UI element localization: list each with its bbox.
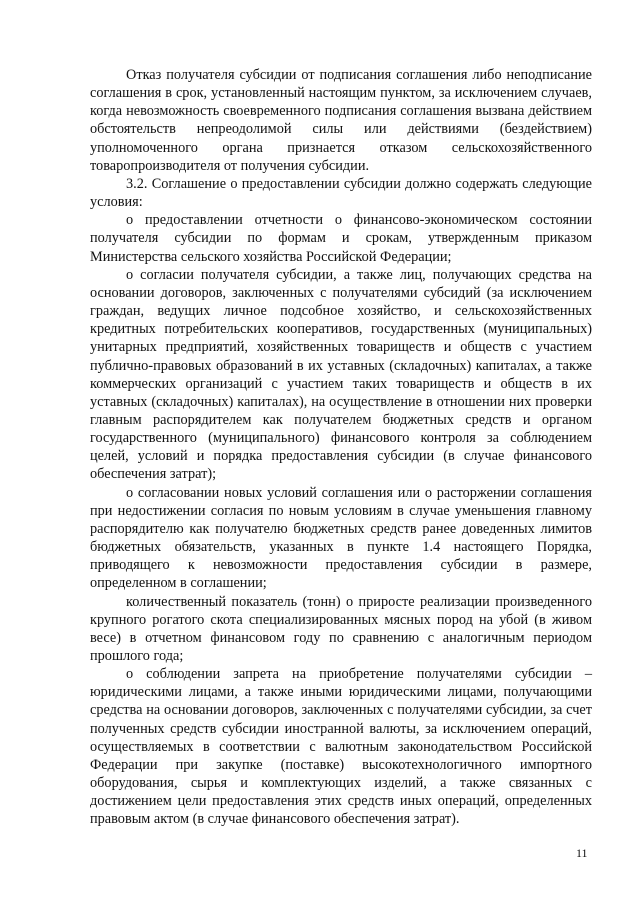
paragraph-reporting: о предоставлении отчетности о финансово-экономическом состоянии получателя субсидии по формам и срокам, утвержденным приказом Министерства сельского хозяйства Российской Федерации; bbox=[90, 212, 592, 265]
paragraph-consent-audit: о согласии получателя субсидии, а также лиц, получающих средства на основании договоров, заключенных с получателями субсидий (за исключением граждан, ведущих личное подсобное хозяйство, и сельскохозяйственных кредитных потребительских кооперативов, государственных (муниципальных) унитарных предприятий, хозяйственных товариществ и обществ с участием публично-правовых образований в их уставных (складочных) капиталах, а также коммерческих организаций с участием таких товариществ и обществ в их уставных (складочных) капиталах), на осуществление в отношении них проверки главным распорядителем как получателем бюджетных средств и органом государственного (муниципального) финансового контроля за соблюдением целей, условий и порядка предоставления субсидии (в случае финансового обеспечения затрат); bbox=[90, 266, 592, 483]
paragraph-quantitative-indicator: количественный показатель (тонн) о приросте реализации произведенного крупного рогатого скота специализированных мясных пород на убой (в живом весе) в отчетном финансовом году по сравнению с аналогичным периодом прошлого года; bbox=[90, 593, 592, 664]
paragraph-currency-ban: о соблюдении запрета на приобретение получателями субсидии – юридическими лицами, а также иными юридическими лицами, получающими средства на основании договоров, заключенных с получателями субсидии, за счет полученных средств субсидии иностранной валюты, за исключением операций, осуществляемых в соответствии с валютным законодательством Российской Федерации при закупке (поставке) высокотехнологичного импортного оборудования, сырья и комплектующих изделий, а также связанных с достижением цели предоставления этих средств иных операций, определенных правовым актом (в случае финансового обеспечения затрат). bbox=[90, 666, 592, 828]
paragraph-3-2-heading: 3.2. Соглашение о предоставлении субсидии должно содержать следующие условия: bbox=[90, 175, 592, 211]
paragraph-new-terms: о согласовании новых условий соглашения или о расторжении соглашения при недостижении согласия по новым условиям в случае уменьшения главному распорядителю как получателю бюджетных средств ранее доведенных лимитов бюджетных обязательств, указанных в пункте 1.4 настоящего Порядка, приводящего к невозможности предоставления субсидии в размере, определенном в соглашении; bbox=[90, 484, 592, 592]
paragraph-refusal: Отказ получателя субсидии от подписания соглашения либо неподписание соглашения в срок, установленный настоящим пунктом, за исключением случаев, когда невозможность своевременного подписания соглашения вызвана действием обстоятельств непреодолимой силы или действиями (бездействием) уполномоченного органа признается отказом сельскохозяйственного товаропроизводителя от получения субсидии. bbox=[90, 67, 592, 174]
document-body bbox=[90, 66, 592, 829]
page-number: 11 bbox=[576, 846, 588, 860]
